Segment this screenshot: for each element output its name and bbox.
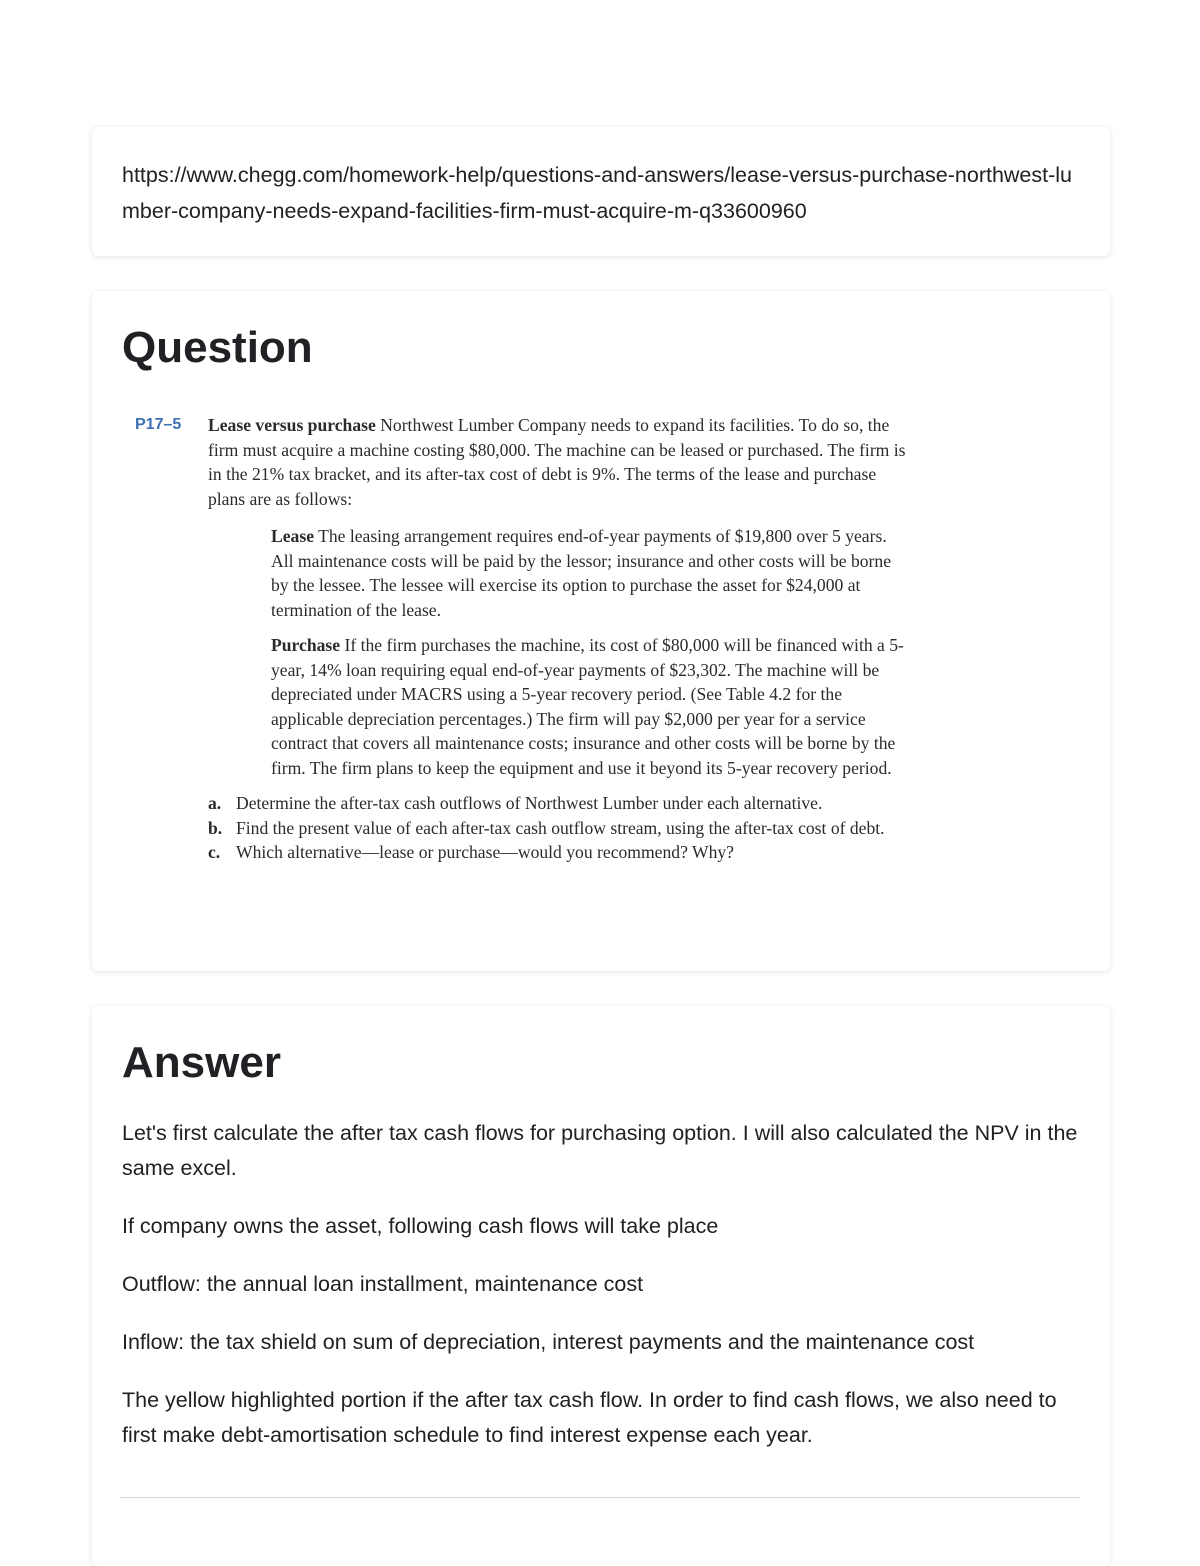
plan-terms: [271, 524, 911, 780]
answer-paragraph: Inflow: the tax shield on sum of depreciation, interest payments and the maintenance cost: [122, 1330, 975, 1354]
part-mark: c.: [208, 842, 221, 862]
answer-paragraph: If company owns the asset, following cash flows will take place: [122, 1214, 719, 1238]
part-text: Find the present value of each after-tax cash outflow stream, using the after-tax cost of debt.: [236, 817, 885, 838]
url-card: [92, 127, 1110, 256]
question-parts: [208, 791, 908, 865]
question-part: [208, 816, 908, 841]
lease-term: Lease: [271, 526, 314, 546]
intro-term: Lease versus purchase: [208, 415, 376, 435]
question-card: [92, 291, 1110, 971]
divider: [120, 1497, 1080, 1498]
problem-body: [208, 413, 908, 865]
part-text: Which alternative—lease or purchase—would you recommend? Why?: [236, 842, 734, 862]
intro-text: Northwest Lumber Company needs to expand its facilities. To do so, the firm must acquire a machine costing $80,000. The machine can be leased or purchased. The firm is in the 21% tax bracket, and its after-tax cost of debt is 9%. The terms of the lease and purchase plans are as follows:: [208, 415, 906, 509]
source-url: https://www.chegg.com/homework-help/questions-and-answers/lease-versus-purchase-northwest-lumber-company-needs-expand-facilities-firm-must-acquire-m-q33600960: [122, 163, 1073, 223]
answer-body: [122, 1116, 1080, 1453]
question-part: [208, 791, 908, 816]
problem-intro: [208, 413, 908, 511]
problem-statement: [122, 413, 1080, 865]
answer-paragraph: The yellow highlighted portion if the after tax cash flow. In order to find cash flows, we also need to first make debt-amortisation schedule to find interest expense each year.: [122, 1388, 1057, 1447]
part-text: Determine the after-tax cash outflows of Northwest Lumber under each alternative.: [236, 793, 823, 813]
answer-paragraph: Outflow: the annual loan installment, maintenance cost: [122, 1272, 644, 1296]
purchase-text: If the firm purchases the machine, its cost of $80,000 will be financed with a 5-year, 14% loan requiring equal end-of-year payments of $23,302. The machine will be depreciated under MACRS using a 5-year recovery period. (See Table 4.2 for the applicable depreciation percentages.) The firm will pay $2,000 per year for a service contract that covers all maintenance costs; insurance and other costs will be borne by the firm. The firm plans to keep the equipment and use it beyond its 5-year recovery period.: [271, 635, 904, 778]
answer-heading: Answer: [122, 1038, 281, 1087]
purchase-plan: [271, 633, 911, 780]
answer-paragraph: Let's first calculate the after tax cash flows for purchasing option. I will also calculated the NPV in the same excel.: [122, 1121, 1078, 1180]
problem-number: P17–5: [135, 416, 182, 433]
purchase-term: Purchase: [271, 635, 341, 655]
part-mark: a.: [208, 793, 222, 813]
question-heading: Question: [122, 323, 313, 372]
lease-text: The leasing arrangement requires end-of-year payments of $19,800 over 5 years. All maintenance costs will be paid by the lessor; insurance and other costs will be borne by the lessee. The lessee will exercise its option to purchase the asset for $24,000 at termination of the lease.: [271, 526, 892, 620]
question-part: [208, 840, 908, 865]
lease-plan: [271, 524, 911, 622]
answer-card: [92, 1006, 1110, 1566]
part-mark: b.: [208, 817, 223, 838]
